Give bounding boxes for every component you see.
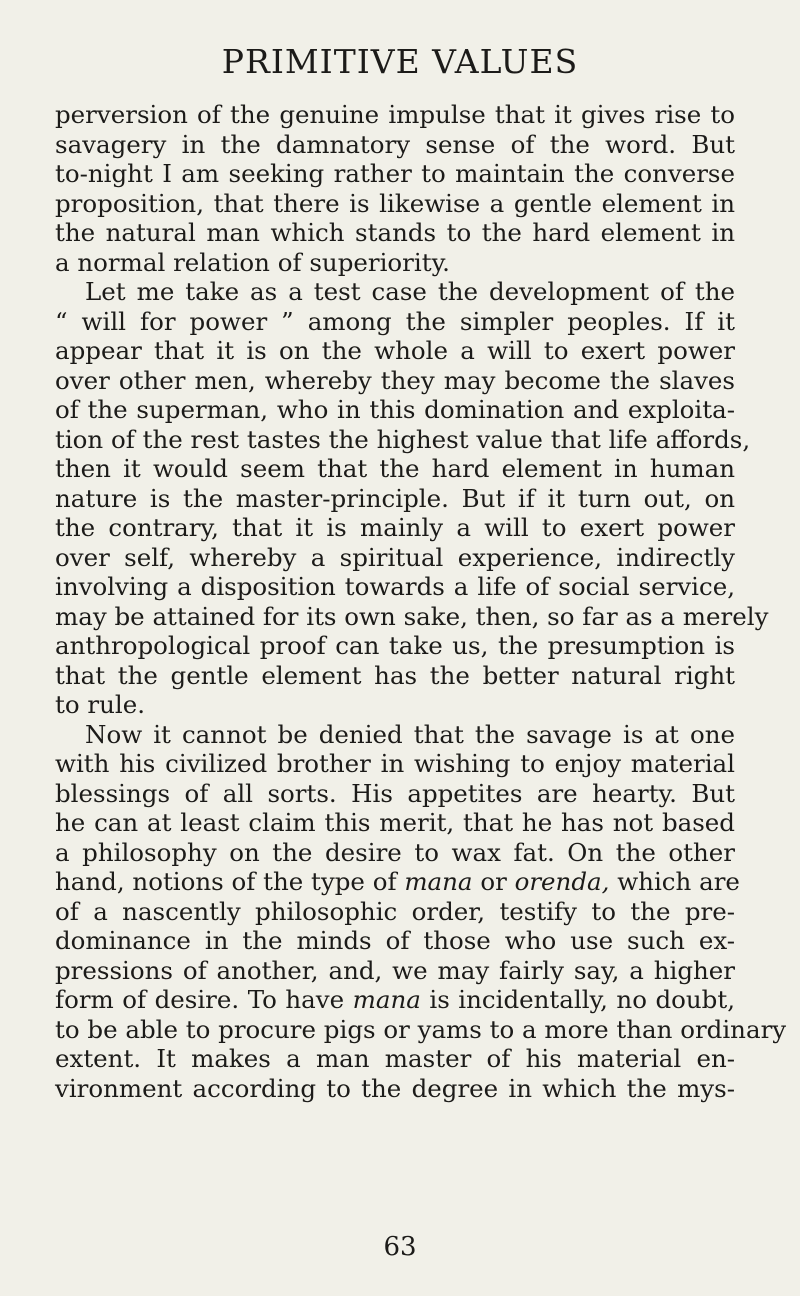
text-line: to be able to procure pigs or yams to a more than ordinary (55, 1014, 787, 1044)
text-line: to rule. (55, 690, 145, 719)
text-line: may be attained for its own sake, then, so far as a merely (55, 601, 769, 631)
paragraph-start: Now it cannot be denied that the savage is at one (85, 719, 735, 749)
text-line: “ will for power ” among the simpler peoples. If it (55, 306, 735, 336)
italic-term: orenda, (514, 867, 610, 896)
text-line: appear that it is on the whole a will to exert power (55, 336, 735, 365)
text-line: proposition, that there is likewise a gentle element in (55, 188, 735, 218)
body-text (55, 100, 787, 1103)
text-line: the natural man which stands to the hard element in (55, 218, 735, 247)
text-line-with-italics (55, 867, 740, 897)
text-line: that the gentle element has the better natural right (55, 660, 735, 690)
text-fragment: or (472, 867, 515, 896)
text-line: a normal relation of superiority. (55, 247, 450, 277)
text-line: tion of the rest tastes the highest value that life affords, (55, 424, 751, 454)
text-line: a philosophy on the desire to wax fat. On the other (55, 837, 735, 867)
page-number: 63 (383, 1232, 417, 1262)
text-line: then it would seem that the hard element in human (55, 454, 735, 483)
text-line: pressions of another, and, we may fairly say, a higher (55, 955, 735, 985)
text-line: extent. It makes a man master of his material en- (55, 1044, 735, 1073)
running-head: PRIMITIVE VALUES (221, 42, 579, 81)
italic-term: mana (352, 985, 421, 1014)
text-fragment: hand, notions of the type of (55, 867, 405, 896)
italic-term: mana (404, 867, 473, 896)
text-line-with-italics (55, 985, 735, 1015)
text-line: over self, whereby a spiritual experience, indirectly (55, 542, 735, 572)
text-line: the contrary, that it is mainly a will to exert power (55, 513, 735, 542)
text-line: nature is the master-principle. But if it turn out, on (55, 483, 735, 513)
text-line: vironment according to the degree in which the mys- (55, 1073, 735, 1103)
text-line: over other men, whereby they may become the slaves (55, 365, 735, 395)
text-line: savagery in the damnatory sense of the word. But (55, 129, 735, 159)
text-fragment: is incidentally, no doubt, (420, 985, 735, 1014)
text-line: of a nascently philosophic order, testify to the pre- (55, 896, 735, 926)
paragraph-start: Let me take as a test case the development of the (85, 277, 735, 306)
text-line: involving a disposition towards a life of social service, (55, 572, 735, 601)
text-fragment: form of desire. To have (55, 985, 353, 1014)
text-line: blessings of all sorts. His appetites are hearty. But (55, 778, 735, 808)
text-line: anthropological proof can take us, the presumption is (55, 631, 735, 660)
text-line: dominance in the minds of those who use such ex- (55, 926, 735, 955)
text-fragment: which are (609, 867, 740, 896)
text-line: with his civilized brother in wishing to enjoy material (55, 749, 735, 778)
text-line: of the superman, who in this domination and exploita- (55, 395, 735, 424)
text-line: to-night I am seeking rather to maintain the converse (55, 159, 735, 188)
text-line: perversion of the genuine impulse that it gives rise to (55, 100, 735, 129)
text-line: he can at least claim this merit, that he has not based (55, 808, 735, 837)
